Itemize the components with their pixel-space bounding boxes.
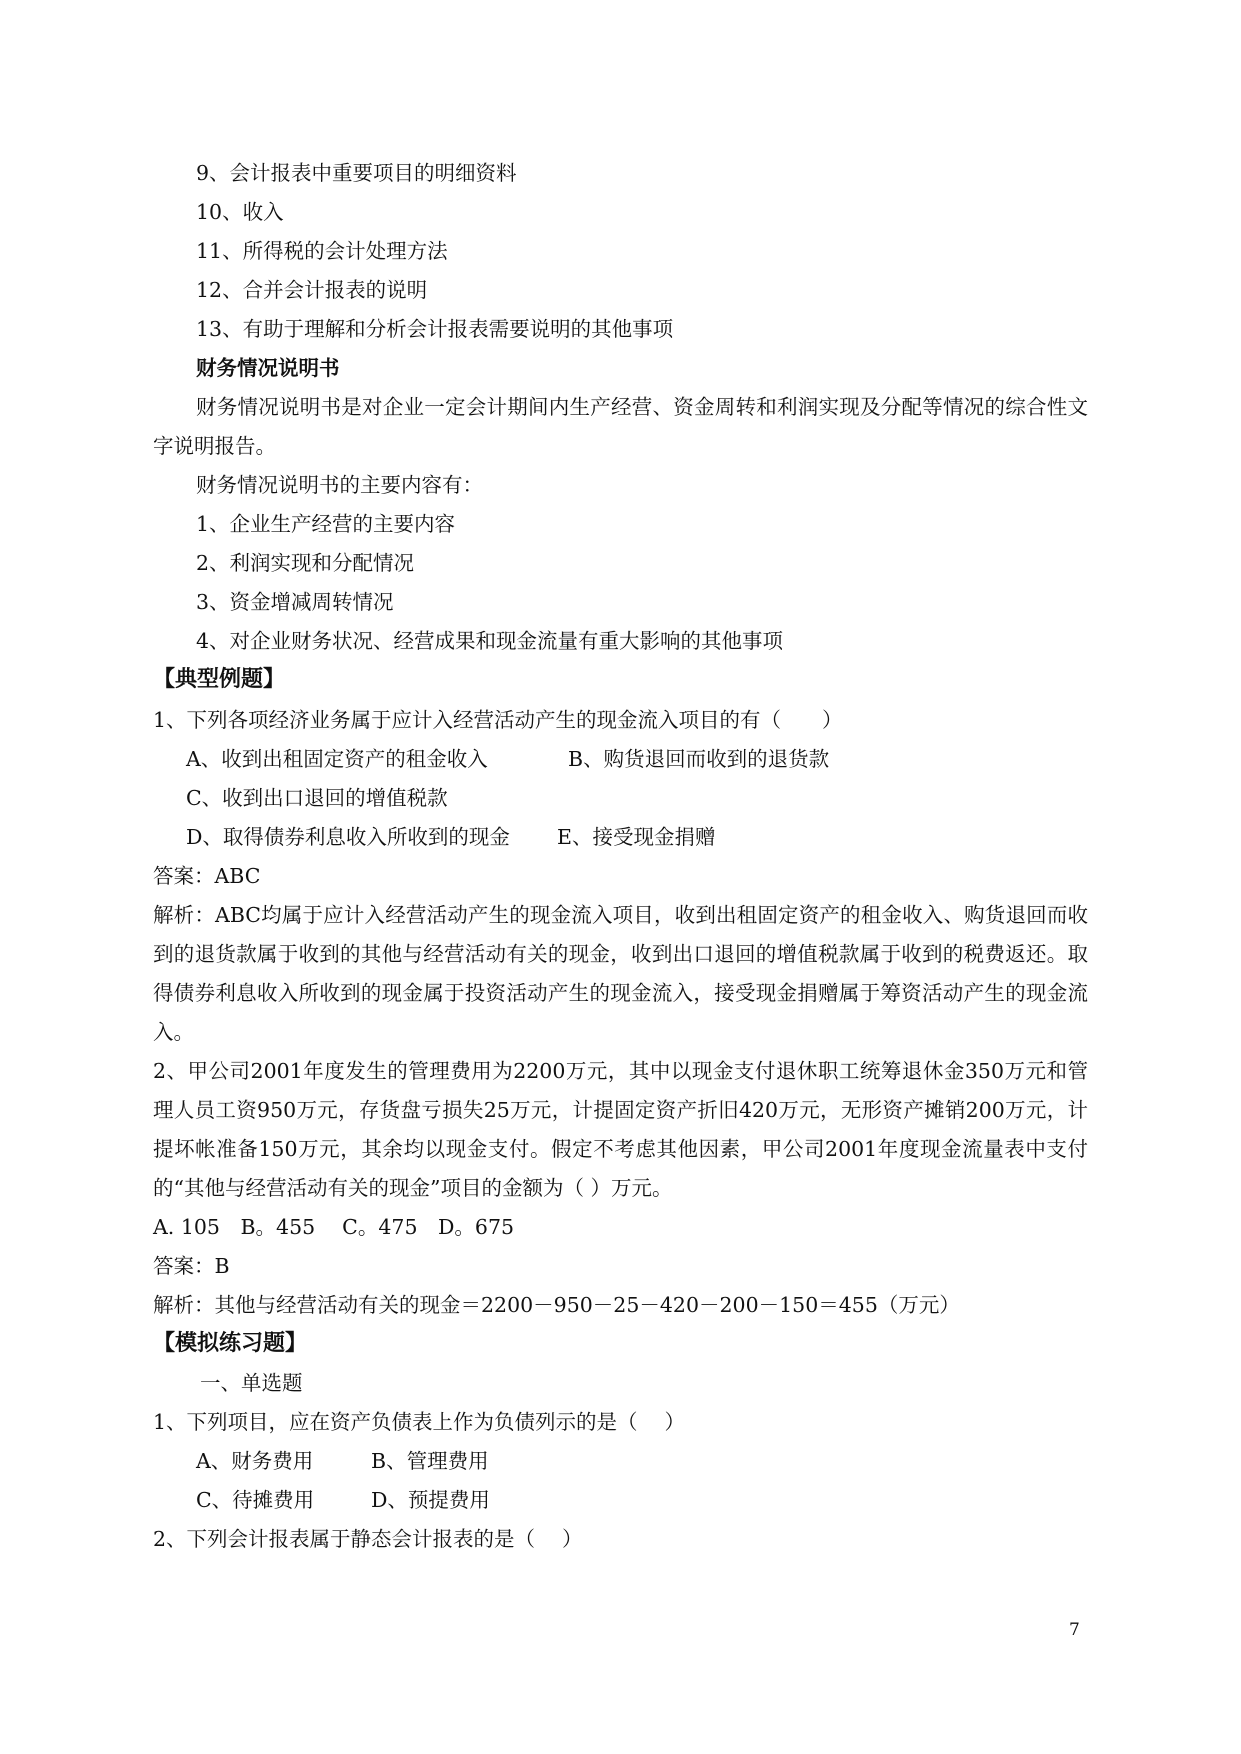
note-item-10: 10、收入 (196, 200, 284, 224)
example-2-question: 2、甲公司2001年度发生的管理费用为2200万元，其中以现金支付退休职工统筹退休金350万元和管理人员工资950万元，存货盘亏损失25万元，计提固定资产折旧420万元，无形资产摊销200万元，计提坏帐准备150万元，其余均以现金支付。假定不考虑其他因素，甲公司2001年度现金流量表中支付的“其他与经营活动有关的现金”项目的金额为（ ）万元。 (153, 1059, 1088, 1200)
example-2-options: A. 105 B。455 C。475 D。675 (153, 1215, 515, 1239)
practice-2-question: 2、下列会计报表属于静态会计报表的是（ ） (153, 1527, 583, 1551)
practice-heading: 【模拟练习题】 (153, 1331, 308, 1356)
example-2-analysis: 解析：其他与经营活动有关的现金＝2200－950－25－420－200－150＝455（万元） (153, 1293, 960, 1317)
practice-1-option-c: C、待摊费用 (196, 1488, 315, 1512)
practice-1-option-a: A、财务费用 (196, 1449, 314, 1473)
example-2-answer: 答案：B (153, 1254, 230, 1278)
example-1-option-c: C、收到出口退回的增值税款 (186, 786, 448, 810)
contents-item-3: 3、资金增减周转情况 (196, 590, 394, 614)
examples-heading: 【典型例题】 (153, 667, 286, 692)
example-1-option-e: E、接受现金捐赠 (557, 825, 716, 849)
example-1-question: 1、下列各项经济业务属于应计入经营活动产生的现金流入项目的有（ ） (153, 708, 843, 732)
example-1-option-d: D、取得债券利息收入所收到的现金 (186, 825, 510, 849)
section-heading-financial-statement: 财务情况说明书 (196, 356, 340, 380)
note-item-9: 9、会计报表中重要项目的明细资料 (196, 161, 517, 185)
practice-1-option-d: D、预提费用 (371, 1488, 490, 1512)
example-1-option-a: A、收到出租固定资产的租金收入 (186, 747, 488, 771)
note-item-11: 11、所得税的会计处理方法 (196, 239, 448, 263)
example-1-analysis: 解析：ABC均属于应计入经营活动产生的现金流入项目，收到出租固定资产的租金收入、购货退回而收到的退货款属于收到的其他与经营活动有关的现金，收到出口退回的增值税款属于收到的税费返还。取得债券利息收入所收到的现金属于投资活动产生的现金流入，接受现金捐赠属于筹资活动产生的现金流入。 (153, 903, 1088, 1044)
definition-paragraph: 财务情况说明书是对企业一定会计期间内生产经营、资金周转和利润实现及分配等情况的综合性文字说明报告。 (153, 395, 1088, 458)
example-1-option-b: B、购货退回而收到的退货款 (568, 747, 830, 771)
example-1-answer: 答案：ABC (153, 864, 261, 888)
note-item-12: 12、合并会计报表的说明 (196, 278, 428, 302)
contents-item-1: 1、企业生产经营的主要内容 (196, 512, 456, 536)
practice-1-question: 1、下列项目，应在资产负债表上作为负债列示的是（ ） (153, 1410, 686, 1434)
note-item-13: 13、有助于理解和分析会计报表需要说明的其他事项 (196, 317, 674, 341)
contents-intro: 财务情况说明书的主要内容有： (196, 473, 483, 497)
contents-item-4: 4、对企业财务状况、经营成果和现金流量有重大影响的其他事项 (196, 629, 784, 653)
contents-item-2: 2、利润实现和分配情况 (196, 551, 415, 575)
practice-section-title: 一、单选题 (200, 1371, 303, 1395)
practice-1-option-b: B、管理费用 (371, 1449, 489, 1473)
page-number: 7 (1069, 1620, 1080, 1640)
